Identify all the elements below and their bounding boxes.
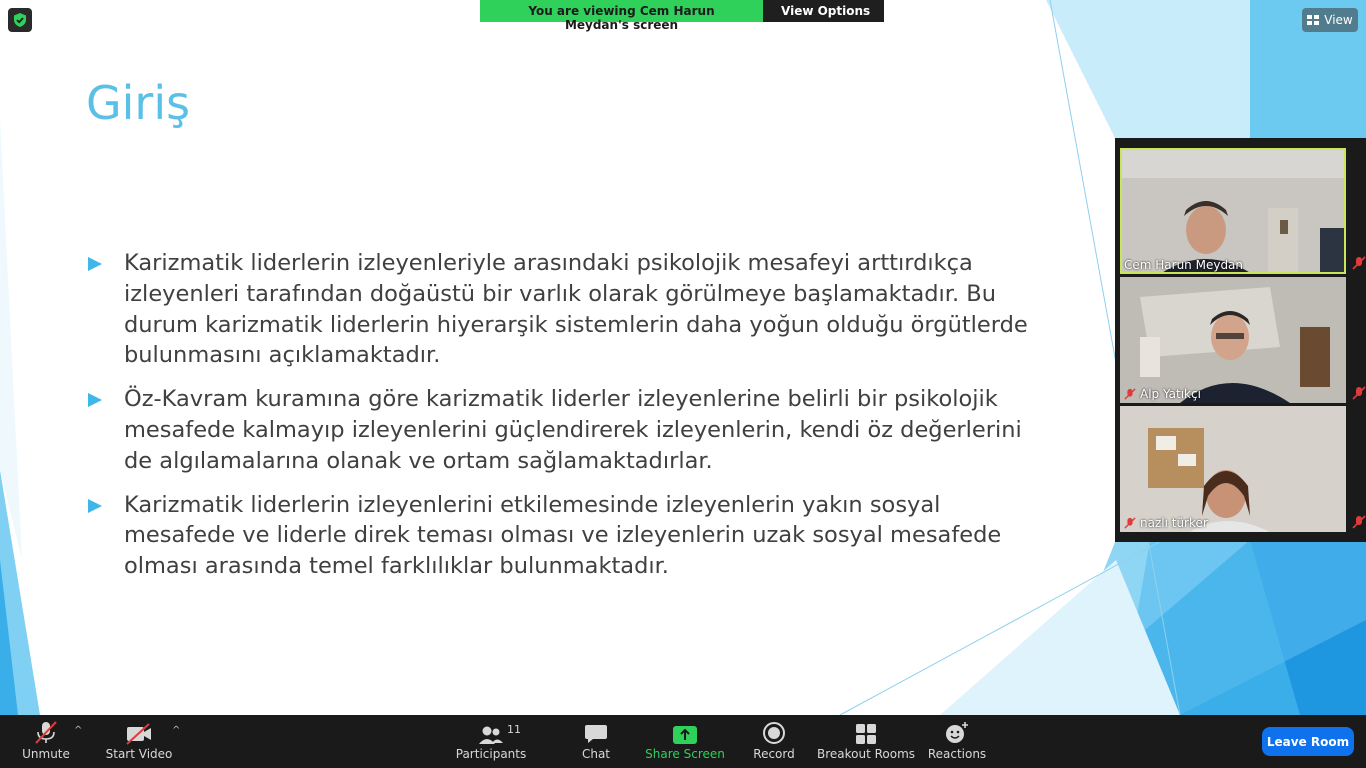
share-screen-button[interactable] [645,715,725,768]
record-label: Record [753,747,795,761]
share-screen-icon [672,725,698,745]
slide-bullet [86,490,1036,582]
start-video-button[interactable] [104,715,174,768]
muted-mic-icon [1352,515,1366,529]
slide-title: Giriş [86,76,191,130]
video-tile[interactable] [1120,148,1346,274]
view-label: View [1324,13,1353,27]
screen-share-banner [480,0,884,32]
reactions-button[interactable] [928,715,986,768]
slide-bullet [86,384,1036,476]
muted-mic-icon [1352,386,1366,400]
viewing-screen-message: You are viewing Cem Harun Meydan's screen [480,0,763,22]
muted-mic-icon [1352,256,1366,270]
reactions-label: Reactions [927,747,987,761]
bullet-arrow-icon [88,499,102,513]
video-thumbnail-panel [1115,138,1366,542]
muted-mic-icon [33,721,59,745]
chat-bubble-icon [584,723,608,745]
share-screen-label: Share Screen [645,747,725,761]
participant-video-feed [1120,148,1346,274]
bullet-text: Öz-Kavram kuramına göre karizmatik liderler izleyenlerine belirli bir psikolojik mesafede kalmayıp izleyenlerini güçlendirerek izleyenlerin, kendi öz değerlerini de algılamalarına olanak ve ortam sağlamaktadırlar. [124,386,1022,474]
chevron-down-icon: ⌄ [781,18,792,32]
participant-video-feed [1120,277,1346,403]
breakout-rooms-button[interactable] [816,715,916,768]
slide-bullet-list [86,248,1036,595]
start-video-label: Start Video [105,747,173,761]
participants-label: Participants [455,747,527,761]
participant-name: nazlı türker [1140,516,1208,530]
reactions-smiley-icon [944,721,970,745]
chat-label: Chat [581,747,611,761]
bullet-arrow-icon [88,257,102,271]
chat-button[interactable] [576,715,616,768]
unmute-button[interactable] [14,715,78,768]
view-layout-button[interactable] [1302,8,1358,32]
participant-name-label [1124,258,1243,272]
participant-name-label [1124,516,1208,530]
muted-mic-icon [1124,388,1136,400]
shield-check-icon [12,12,28,28]
participant-name: Cem Harun Meydan [1124,258,1244,272]
participant-name: Alp Yatıkçı [1140,387,1201,401]
video-off-icon [125,723,153,745]
bullet-text: Karizmatik liderlerin izleyenleriyle arasındaki psikolojik mesafeyi arttırdıkça izleyenleri tarafından doğaüstü bir varlık olarak görülmeye başlamaktadır. Bu durum karizmatik liderlerin hiyerarşik sistemlerin daha yoğun olduğu örgütlerde bulunmasını açıklamaktadır. [124,250,1028,369]
slide-bullet [86,248,1036,371]
audio-options-caret-icon[interactable]: ^ [74,725,83,736]
video-options-caret-icon[interactable]: ^ [172,725,181,736]
participants-icon [478,725,504,745]
record-button[interactable] [752,715,796,768]
breakout-rooms-label: Breakout Rooms [816,747,916,761]
grid-view-icon [1307,15,1319,25]
unmute-label: Unmute [22,747,70,761]
view-options-dropdown[interactable] [763,0,884,32]
meeting-toolbar [0,715,1366,768]
muted-mic-icon [1124,517,1136,529]
participant-name-label [1124,387,1201,401]
participant-video-feed [1120,406,1346,532]
bullet-arrow-icon [88,393,102,407]
video-tile[interactable] [1120,277,1346,403]
leave-room-button[interactable]: Leave Room [1262,727,1354,756]
view-options-label: View Options [781,4,871,18]
breakout-rooms-icon [855,723,877,745]
bullet-text: Karizmatik liderlerin izleyenlerini etkilemesinde izleyenlerin yakın sosyal mesafede ve liderle direk teması olması ve izleyenlerin uzak sosyal mesafede olması arasında temel farklılıklar bulunmaktadır. [124,491,1002,580]
meeting-security-badge[interactable] [8,8,32,32]
participants-count-badge: 11 [507,723,521,736]
record-icon [762,721,786,745]
video-tile[interactable] [1120,406,1346,532]
